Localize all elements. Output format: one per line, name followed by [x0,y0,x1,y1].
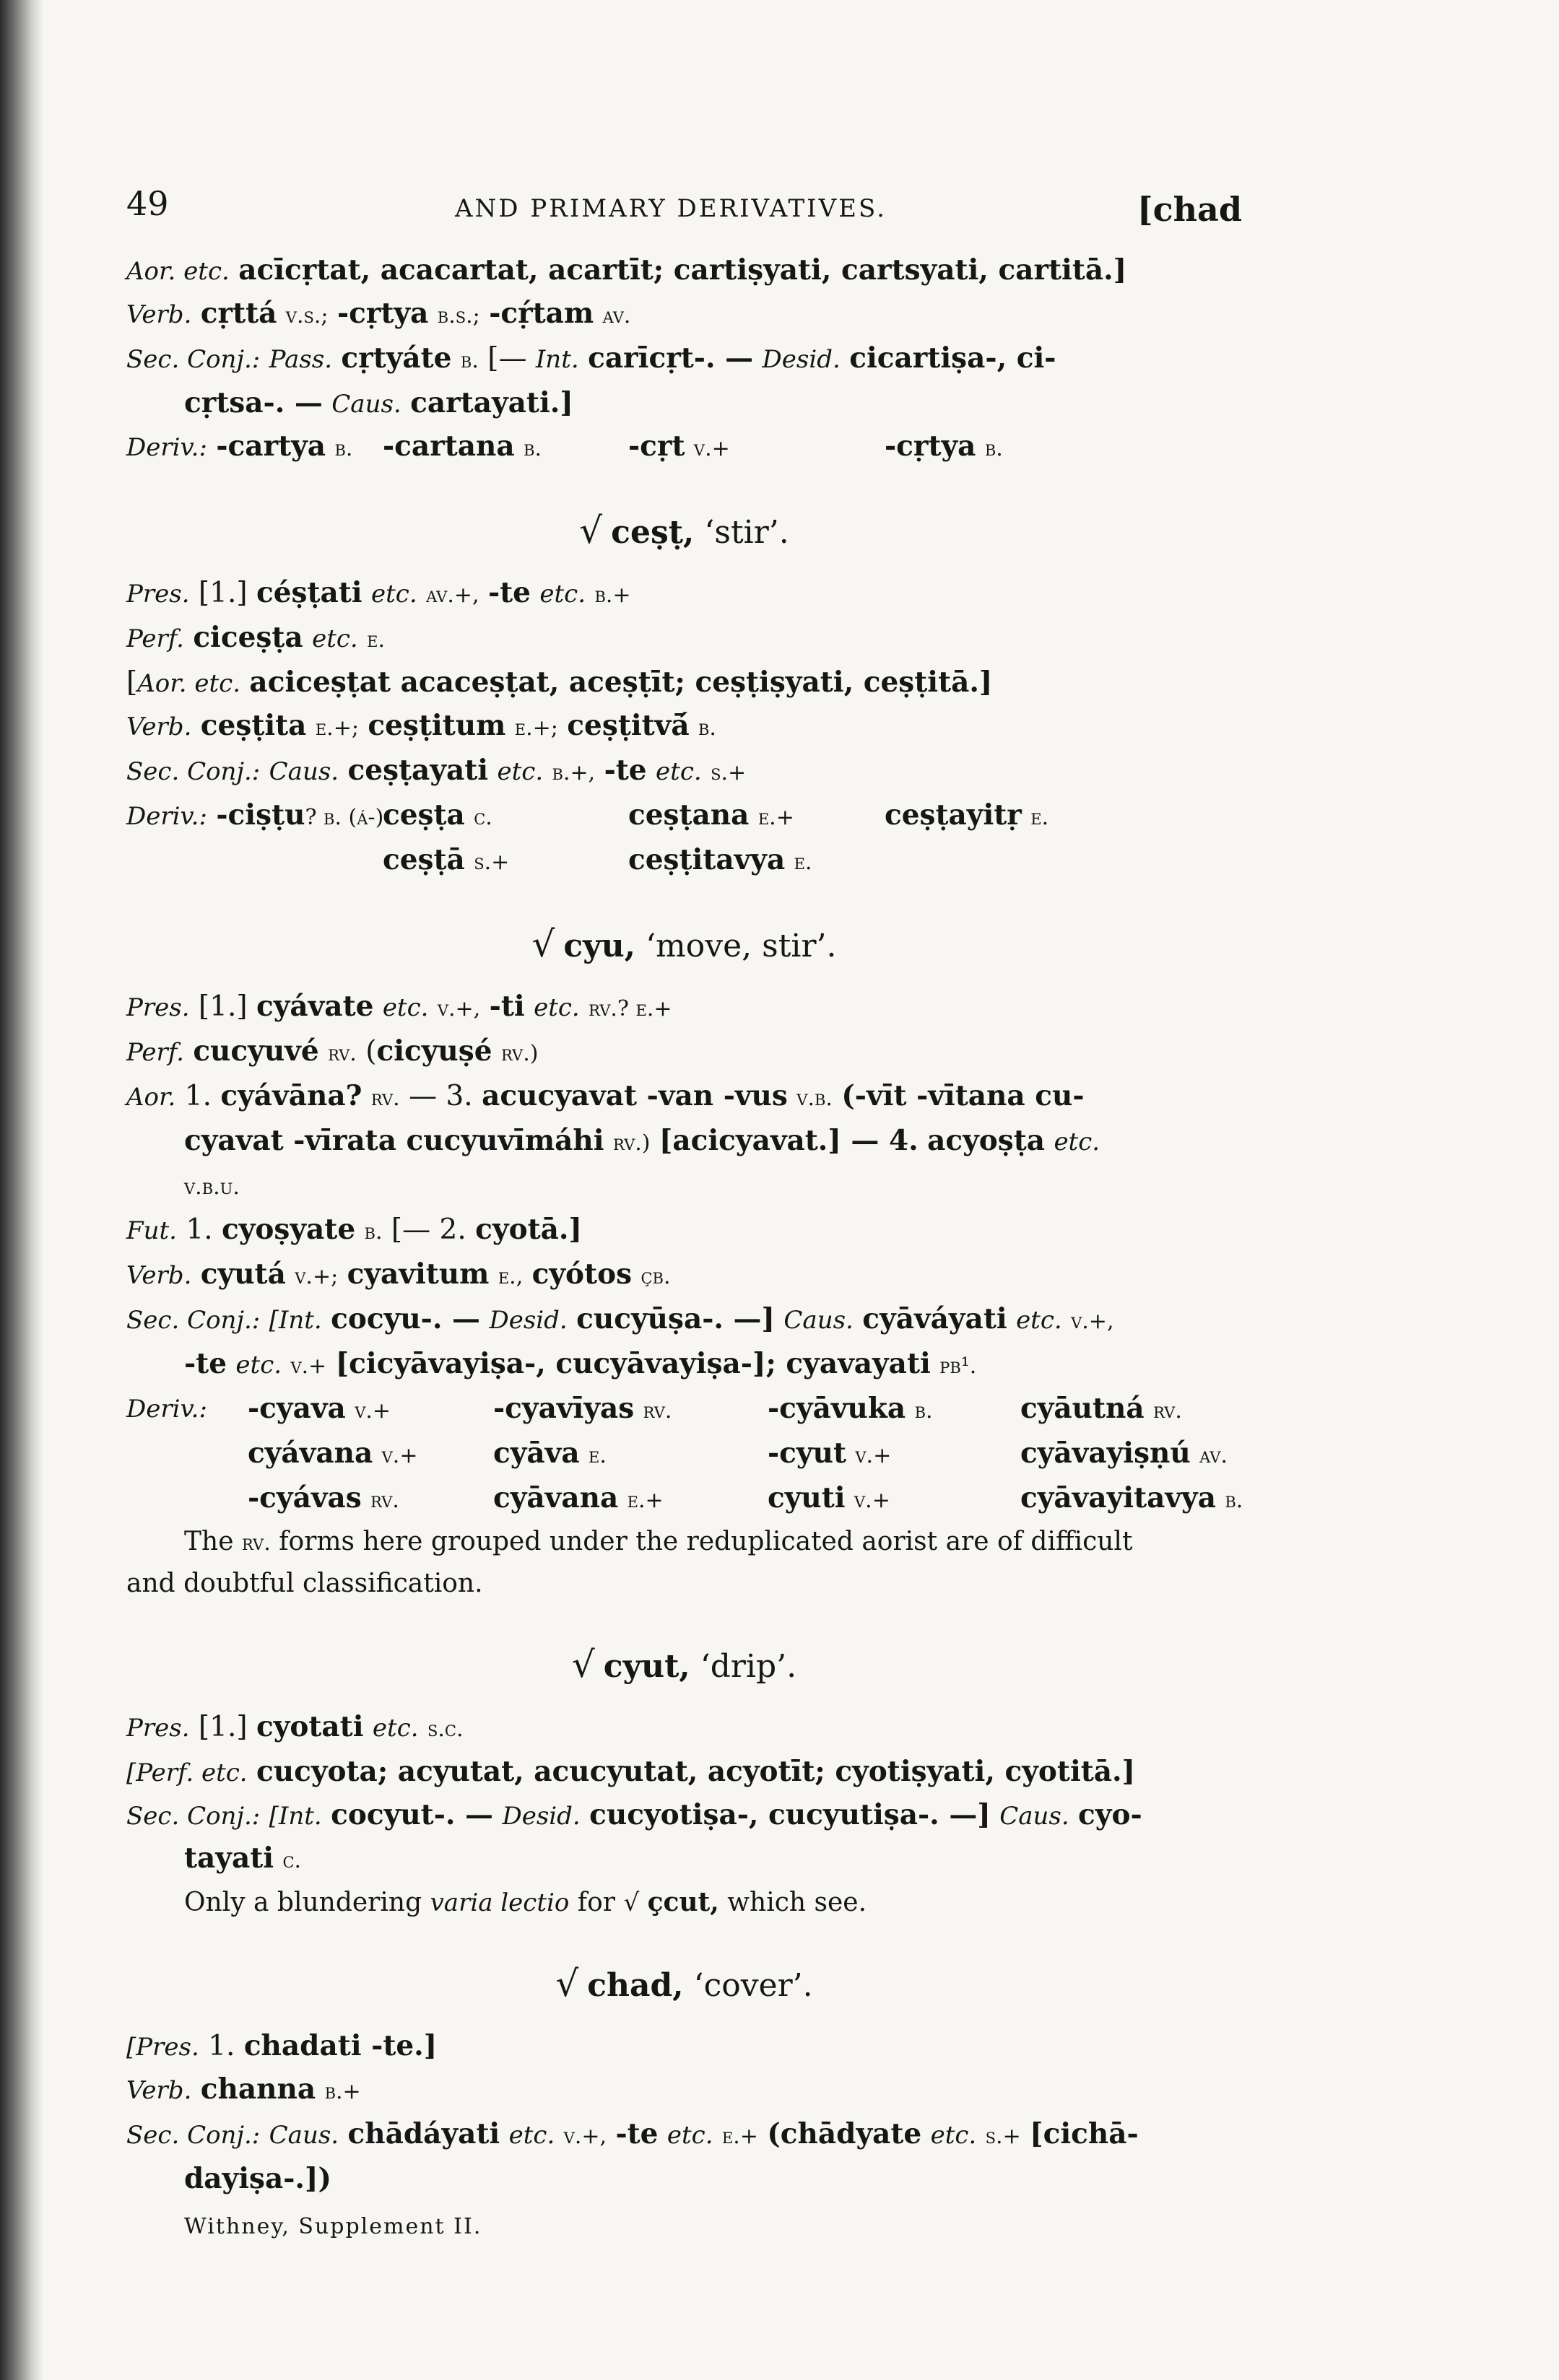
root-heading-cest: √ ceṣṭ, ‘stir’. [579,510,789,552]
cart-secondary-line: Sec. Conj.: Pass. cṛtyáte b. [— Int. carīcṛt-. — Desid. cicartiṣa-, ci- [126,341,1056,375]
cyu-aorist-line-2: cyavat -vīrata cucyuvīmáhi rv.) [acicyavat.] — 4. acyoṣṭa etc. [184,1124,1100,1157]
cyu-perfect-line: Perf. cucyuvé rv. (cicyuṣé rv.) [126,1034,539,1068]
cyut-secondary-line: Sec. Conj.: [Int. cocyut-. — Desid. cucyotiṣa-, cucyutiṣa-. —] Caus. cyo- [126,1798,1142,1831]
cyu-secondary-line-2: -te etc. v.+ [cicyāvayiṣa-, cucyāvayiṣa-]; cyavayati pb¹. [184,1347,977,1380]
header-keyword: [chad [1137,190,1242,229]
radical-icon: √ [579,510,603,552]
cyu-aorist-line-3: v.b.u. [184,1174,240,1200]
cest-secondary-line: Sec. Conj.: Caus. ceṣṭayati etc. b.+, -te etc. s.+ [126,754,747,787]
radical-icon: √ [531,923,555,965]
root-heading-cyut: √ cyut, ‘drip’. [571,1644,797,1686]
root-heading-cyu: √ cyu, ‘move, stir’. [531,923,837,965]
chad-present-line: [Pres. 1. chadati -te.] [126,2029,438,2062]
page-header [126,184,1242,249]
cyut-perfect-line: [Perf. etc. cucyota; acyutat, acucyutat, acyotīt; cyotiṣyati, cyotitā.] [126,1755,1136,1788]
running-title: AND PRIMARY DERIVATIVES. [455,194,887,223]
cest-aorist-line: [Aor. etc. aciceṣṭat acaceṣṭat, aceṣṭīt; ceṣṭiṣyati, ceṣṭitā.] [126,666,993,699]
cyut-note: Only a blundering varia lectio for √ çcut, which see. [184,1887,867,1917]
chad-secondary-line: Sec. Conj.: Caus. chādáyati etc. v.+, -te etc. e.+ (chādyate etc. s.+ [cichā- [126,2117,1139,2150]
cart-verbal-line: Verb. cṛttá v.s.; -cṛtya b.s.; -cṛ́tam av. [126,297,631,330]
radical-icon: √ [555,1963,579,2005]
radical-icon: √ [623,1888,640,1917]
cart-aorist-line: Aor. etc. acīcṛtat, acacartat, acartīt; cartiṣyati, cartsyati, cartitā.] [126,253,1127,287]
document-page [126,184,1242,2248]
radical-icon: √ [571,1644,595,1686]
page-number: 49 [126,184,169,223]
chad-secondary-line-2: dayiṣa-.]) [184,2162,331,2195]
cart-secondary-line-2: cṛtsa-. — Caus. cartayati.] [184,386,573,419]
footer-signature: Withney, Supplement II. [184,2214,482,2239]
cest-derivatives: Deriv.: -ciṣṭu? b. (á-) ceṣṭa c. ceṣṭana e.+ ceṣṭayitṛ e. ceṣṭā s.+ ceṣṭitavya e. [126,798,1049,876]
cyu-note: The rv. forms here grouped under the reduplicated aorist are of difficult [184,1527,1133,1556]
page-scan-edge [0,0,43,2380]
cart-derivatives: Deriv.: -cartya b. -cartana b. -cṛt v.+ -cṛtya b. [126,430,1003,463]
cyu-note-2: and doubtful classification. [126,1569,483,1598]
cyut-present-line: Pres. [1.] cyotati etc. s.c. [126,1710,464,1743]
cyu-present-line: Pres. [1.] cyávate etc. v.+, -ti etc. rv.? e.+ [126,990,672,1023]
chad-verbal-line: Verb. channa b.+ [126,2072,361,2106]
cest-present-line: Pres. [1.] céṣṭati etc. av.+, -te etc. b.+ [126,576,631,609]
cyu-aorist-line: Aor. 1. cyávāna? rv. — 3. acucyavat -van -vus v.b. (-vīt -vītana cu- [126,1079,1085,1112]
cyu-derivatives: Deriv.: -cyava v.+ -cyavīyas rv. -cyāvuka b. cyāutná rv. cyávana v.+ cyāva e. -cyut v.+ cyāvayiṣṇú av. -cyávas rv. cyāvana e.+ cyuti v.+ cyāvayitavya b. [126,1392,1243,1514]
cest-perfect-line: Perf. ciceṣṭa etc. e. [126,621,386,654]
cyu-future-line: Fut. 1. cyoṣyate b. [— 2. cyotā.] [126,1213,582,1246]
cyu-secondary-line: Sec. Conj.: [Int. cocyu-. — Desid. cucyūṣa-. —] Caus. cyāváyati etc. v.+, [126,1302,1114,1335]
cyut-secondary-line-2: tayati c. [184,1841,302,1875]
cyu-verbal-line: Verb. cyutá v.+; cyavitum e., cyótos çb. [126,1257,671,1291]
root-heading-chad: √ chad, ‘cover’. [555,1963,813,2005]
cest-verbal-line: Verb. ceṣṭita e.+; ceṣṭitum e.+; ceṣṭitvā́ b. [126,709,716,742]
